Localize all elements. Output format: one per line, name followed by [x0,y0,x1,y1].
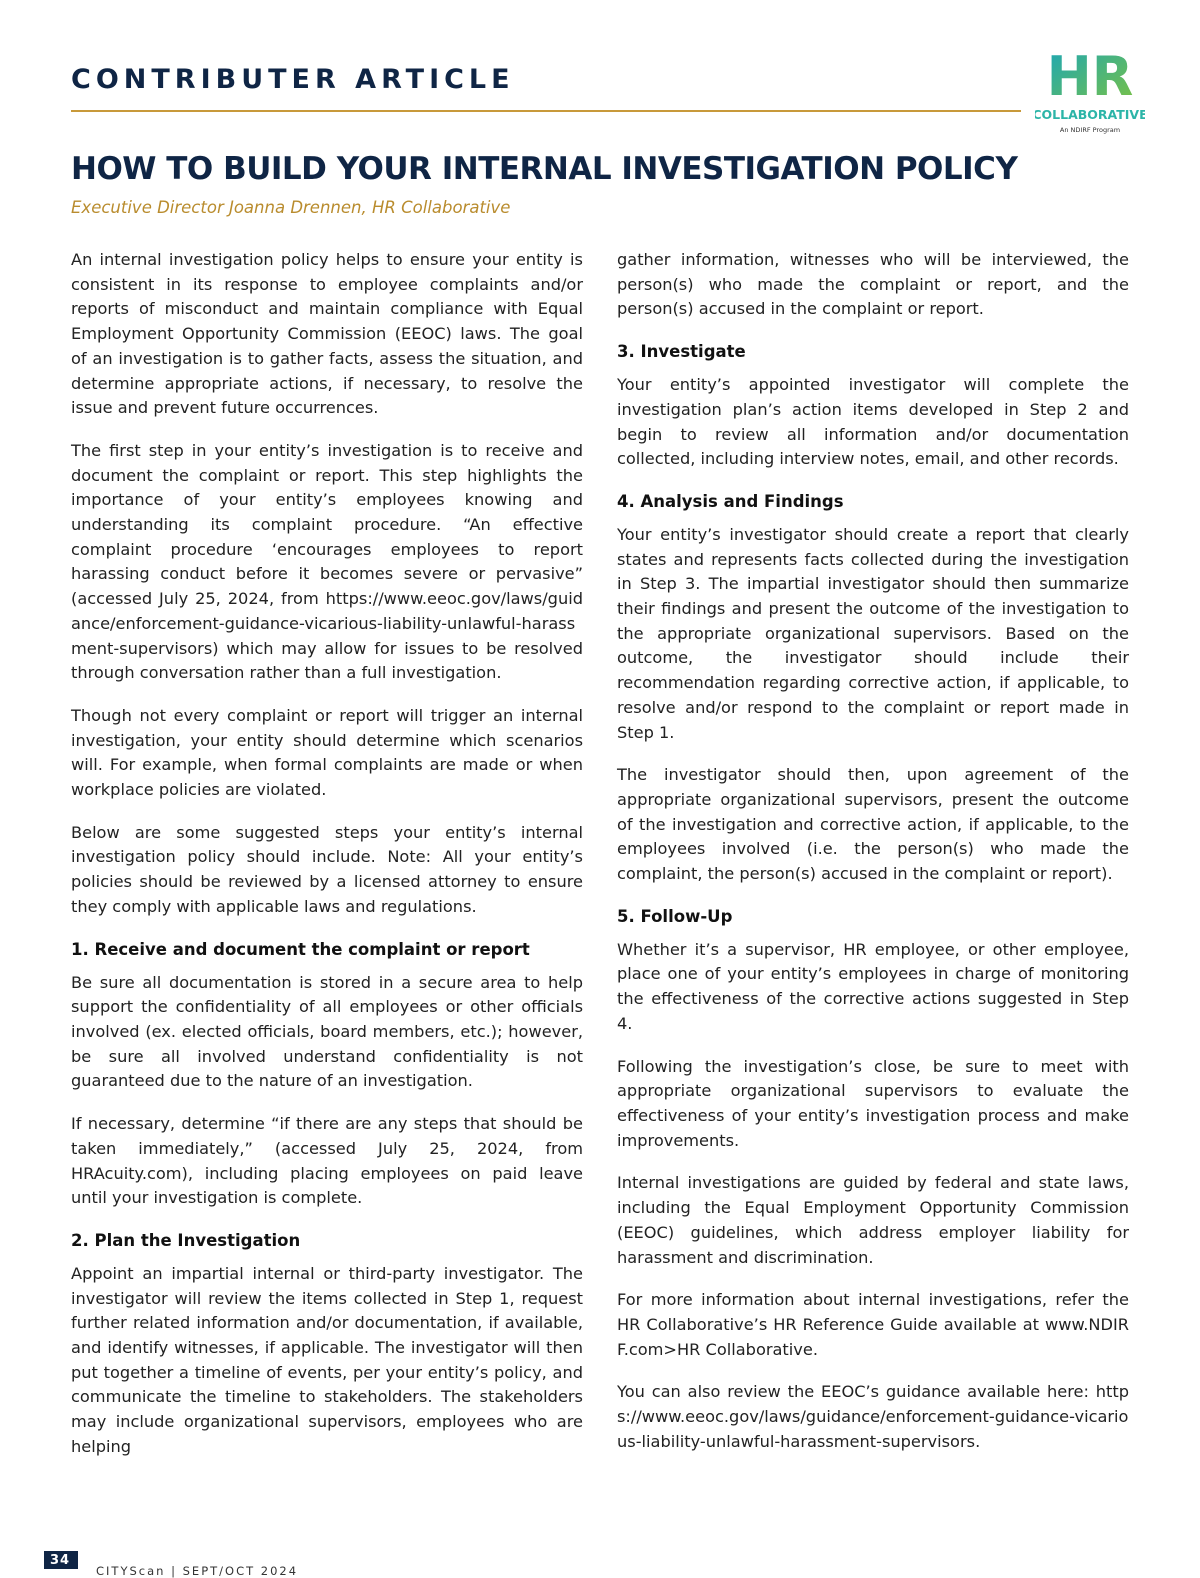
paragraph: If necessary, determine “if there are any steps that should be taken immediately,” (accessed July 25, 2024, from HRAcuity.com), including placing employees on paid leave until your investigation is complete. [71,1114,583,1208]
footer-publication [96,1564,298,1578]
paragraph: Whether it’s a supervisor, HR employee, or other employee, place one of your entity’s employees in charge of monitoring the effectiveness of the corrective actions suggested in Step 4. [617,939,1129,1033]
header-rule [71,110,1021,112]
step-heading: 4. Analysis and Findings [617,491,844,511]
paragraph: Following the investigation’s close, be sure to meet with appropriate organizational supervisors to evaluate the effectiveness of your entity’s investigation process and make improvements. [617,1056,1129,1150]
right-column [617,248,1129,1472]
paragraph: Below are some suggested steps your entity’s internal investigation policy should include. Note: All your entity’s policies should be reviewed by a licensed attorney to ensure they comply with applicable laws and regulations. [71,822,583,916]
paragraph: For more information about internal investigations, refer the HR Collaborative’s HR Reference Guide available at www.NDIRF.com>HR Collaborative. [617,1290,1129,1359]
paragraph: Internal investigations are guided by federal and state laws, including the Equal Employment Opportunity Commission (EEOC) guidelines, which address employer liability for harassment and discrimination. [617,1173,1129,1267]
logo-mark: HR [1046,45,1134,108]
step-heading: 2. Plan the Investigation [71,1230,301,1250]
page-number: 34 [50,1553,71,1568]
eeoc-guidance-link[interactable]: https://www.eeoc.gov/laws/guidance/enforcement-guidance-vicarious-liability-unlawful-harassment-supervisors [617,1382,1129,1451]
paragraph: Your entity’s appointed investigator will complete the investigation plan’s action items developed in Step 2 and begin to review all information and/or documentation collected, including interview notes, email, and other records. [617,375,1129,469]
paragraph: An internal investigation policy helps to ensure your entity is consistent in its response to employee complaints and/or reports of misconduct and maintain compliance with Equal Employment Opportunity Commission (EEOC) laws. The goal of an investigation is to gather facts, assess the situation, and determine appropriate actions, if necessary, to resolve the issue and prevent future occurrences. [71,250,583,418]
logo-word: COLLABORATIVE [1035,107,1145,122]
ndirf-link[interactable]: www.NDIRF.com>HR Collaborative [617,1314,1129,1359]
logo-tagline: An NDIRF Program [1059,126,1121,134]
publication-name: CITYScan [96,1564,166,1578]
paragraph: You can also review the EEOC’s guidance available here: https://www.eeoc.gov/laws/guidance/enforcement-guidance-vicarious-liability-unlawful-harassment-supervisors. [617,1382,1129,1451]
step-heading: 5. Follow-Up [617,906,733,926]
eeoc-guidance-link[interactable]: https://www.eeoc.gov/laws/guidance/enforcement-guidance-vicarious-liability-unlawful-harassment-supervisors [71,589,583,658]
paragraph: Be sure all documentation is stored in a secure area to help support the confidentiality of all employees or other officials involved (ex. elected officials, board members, etc.); however, be sure all involved understand confidentiality is not guaranteed due to the nature of an investigation. [71,972,583,1091]
paragraph: gather information, witnesses who will be interviewed, the person(s) who made the complaint or report, and the person(s) accused in the complaint or report. [617,250,1129,319]
footer-separator: | [171,1564,177,1578]
step-heading: 3. Investigate [617,342,746,362]
section-label: CONTRIBUTER ARTICLE [71,64,515,95]
article-byline: Executive Director Joanna Drennen, HR Collaborative [71,198,511,217]
issue-date: SEPT/OCT 2024 [182,1564,299,1578]
paragraph: Though not every complaint or report will trigger an internal investigation, your entity should determine which scenarios will. For example, when formal complaints are made or when workplace policies are violated. [71,705,583,800]
left-column [71,248,583,1478]
step-heading: 1. Receive and document the complaint or report [71,939,530,959]
paragraph: Your entity’s investigator should create a report that clearly states and represents facts collected during the investigation in Step 3. The impartial investigator should then summarize their findings and present the outcome of the investigation to the appropriate organizational supervisors. Based on the outcome, the investigator should include their recommendation regarding corrective action, if applicable, to resolve and/or respond to the complaint or report made in Step 1. [617,524,1129,742]
article-title: HOW TO BUILD YOUR INTERNAL INVESTIGATION POLICY [71,151,1018,187]
paragraph: The first step in your entity’s investigation is to receive and document the complaint or report. This step highlights the importance of your entity’s employees knowing and understanding its complaint procedure. “An effective complaint procedure ‘encourages employees to report harassing conduct before it becomes severe or pervasive” (accessed July 25, 2024, from https://www.eeoc.gov/laws/guidance/enforcement-guidance-vicarious-liability-unlawful-harassment-supervisors) which may allow for issues to be resolved through conversation rather than a full investigation. [71,440,583,683]
paragraph: Appoint an impartial internal or third-party investigator. The investigator will review the items collected in Step 1, request further related information and/or documentation, if available, and identify witnesses, if applicable. The investigator will then put together a timeline of events, per your entity’s policy, and communicate the timeline to stakeholders. The stakeholders may include organizational supervisors, employees who are helping [71,1263,583,1456]
paragraph: The investigator should then, upon agreement of the appropriate organizational supervisors, present the outcome of the investigation and corrective action, if applicable, to the employees involved (i.e. the person(s) who made the complaint, the person(s) accused in the complaint or report). [617,765,1129,884]
hr-collaborative-logo [1035,45,1145,145]
